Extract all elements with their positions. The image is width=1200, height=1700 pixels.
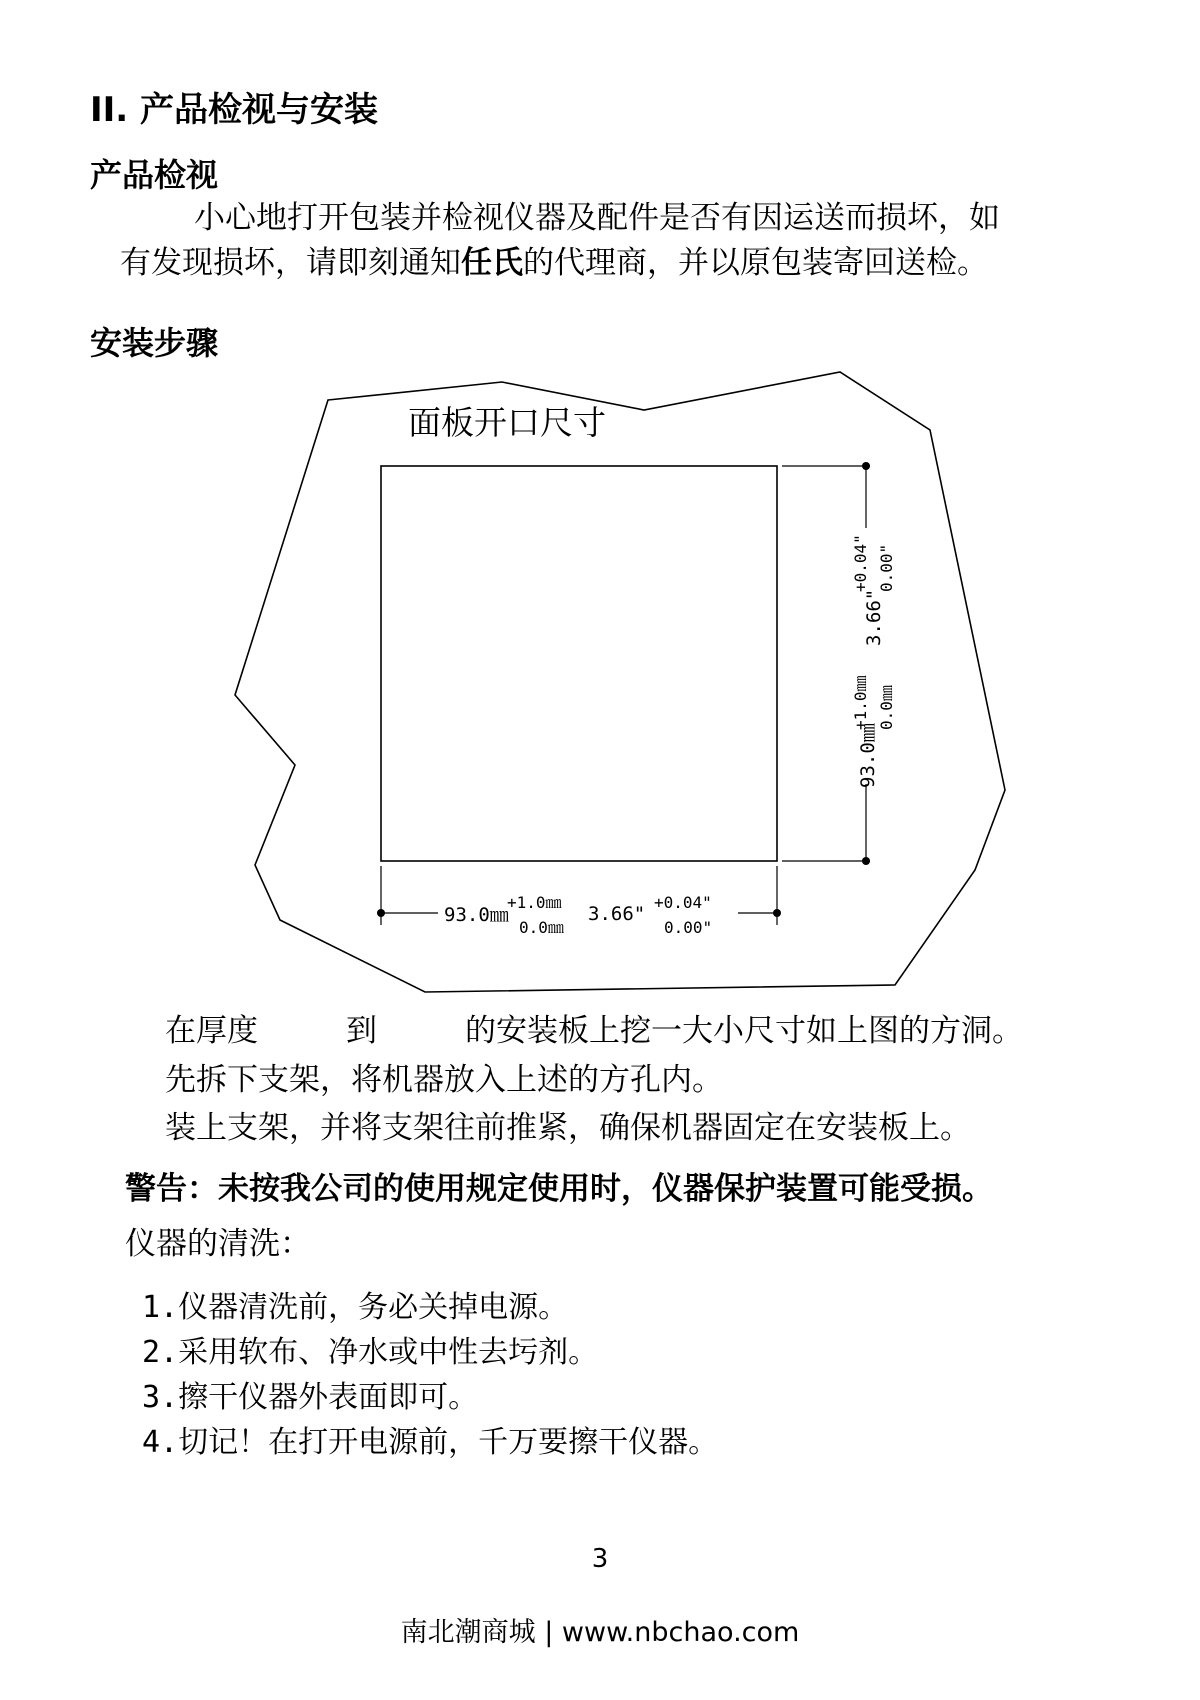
section-title: II. 产品检视与安装 [90, 90, 379, 130]
cleaning-item-text: 采用软布、净水或中性去圬剂。 [178, 1335, 599, 1370]
step1-part-a: 在厚度 [165, 1013, 258, 1049]
height-mm: 93.0㎜ [857, 723, 879, 788]
width-mm: 93.0㎜ [444, 904, 509, 926]
cleaning-item-number: 4. [142, 1425, 179, 1460]
width-inch-tol-plus: +0.04" [654, 893, 712, 912]
step1-part-b: 到 [346, 1013, 377, 1049]
inspection-line-2 [120, 241, 1120, 286]
cleaning-item-text: 切记！在打开电源前，千万要擦干仪器。 [178, 1425, 719, 1460]
brand-name: 任氏 [461, 245, 523, 281]
inspection-title: 产品检视 [90, 156, 219, 194]
inspection-line-1: 小心地打开包装并检视仪器及配件是否有因运送而损坏，如 [194, 200, 1000, 236]
cleaning-item-number: 3. [142, 1380, 179, 1415]
width-dim-endpoint-left [377, 909, 385, 917]
cleaning-item [142, 1417, 718, 1461]
cleaning-item-text: 擦干仪器外表面即可。 [178, 1380, 479, 1415]
width-dim-endpoint-right [773, 909, 781, 917]
cleaning-item [142, 1282, 568, 1326]
cleaning-item [142, 1372, 478, 1416]
cleaning-item [142, 1327, 598, 1371]
install-step-3: 装上支架，并将支架往前推紧，确保机器固定在安装板上。 [165, 1110, 971, 1146]
height-inch-tol-plus: +0.04" [851, 534, 870, 592]
cleaning-item-text: 仪器清洗前，务必关掉电源。 [178, 1290, 569, 1325]
inspection-paragraph [120, 196, 1120, 286]
height-mm-tol-plus: +1.0㎜ [851, 675, 870, 730]
inspection-text-end: 的代理商，并以原包装寄回送检。 [523, 245, 988, 281]
cleaning-title: 仪器的清洗： [125, 1226, 311, 1262]
height-dim-endpoint-bottom [862, 857, 870, 865]
inspection-text: 有发现损坏，请即刻通知 [120, 245, 461, 281]
width-inch-tol-minus: 0.00" [664, 918, 713, 937]
cleaning-item-number: 2. [142, 1335, 179, 1370]
width-mm-tol-plus: +1.0㎜ [507, 893, 562, 912]
warning-text: 警告：未按我公司的使用规定使用时，仪器保护装置可能受损。 [125, 1171, 993, 1207]
step1-part-c: 的安装板上挖一大小尺寸如上图的方洞。 [465, 1013, 1023, 1049]
height-inch-tol-minus: 0.00" [877, 543, 896, 592]
install-step-2: 先拆下支架，将机器放入上述的方孔内。 [165, 1062, 723, 1098]
width-inch: 3.66" [588, 903, 646, 925]
cutout-square [381, 466, 777, 861]
install-step-1 [165, 1005, 1023, 1050]
footer-link[interactable]: 南北潮商城 | www.nbchao.com [400, 1617, 800, 1648]
install-title: 安装步骤 [90, 324, 219, 362]
height-dim-endpoint-top [862, 462, 870, 470]
height-mm-tol-minus: 0.0㎜ [877, 685, 896, 730]
diagram-label: 面板开口尺寸 [408, 403, 606, 442]
page-number: 3 [591, 1544, 609, 1574]
cleaning-item-number: 1. [142, 1290, 179, 1325]
width-mm-tol-minus: 0.0㎜ [519, 918, 564, 937]
height-inch: 3.66" [863, 588, 885, 646]
panel-cutout-diagram [0, 360, 1200, 1000]
